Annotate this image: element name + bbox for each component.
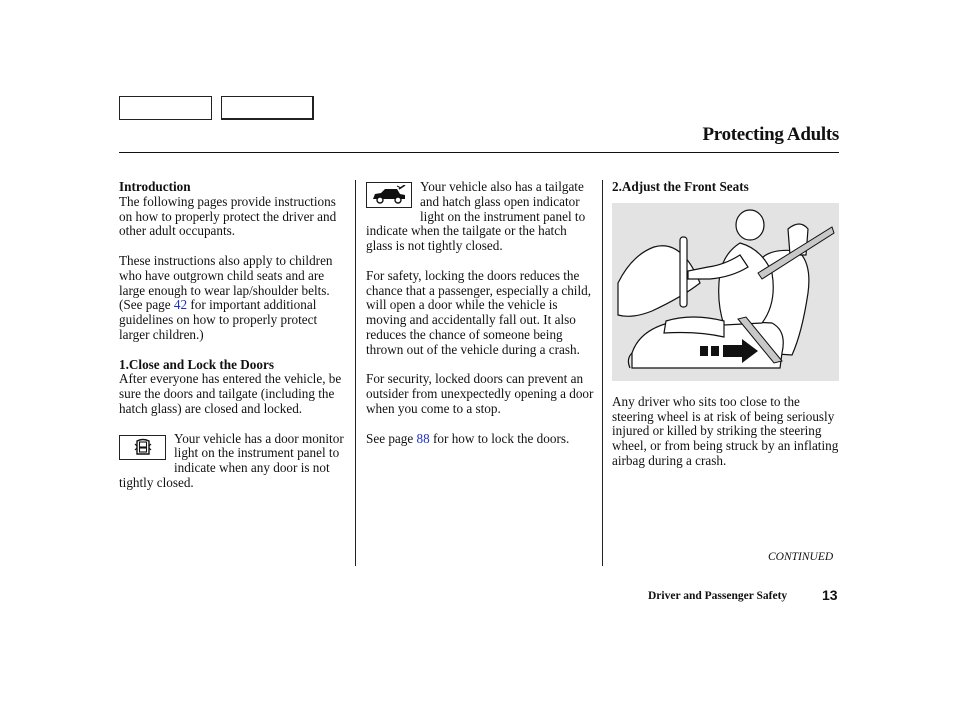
continued-label: CONTINUED [768, 551, 834, 563]
page-88-link[interactable]: 88 [416, 430, 430, 446]
column-left [119, 180, 345, 491]
close-lock-doors-heading: 1.Close and Lock the Doors [119, 356, 274, 372]
airbag-warning-paragraph: Any driver who sits too close to the steering wheel is at risk of being seriously injured or killed by striking the steering wheel, or from being struck by an inflating airbag during a crash. [612, 393, 839, 468]
door-monitor-text: Your vehicle has a door monitor light on the instrument panel to indicate when any door is not tightly closed. [119, 430, 344, 490]
introduction-paragraph: The following pages provide instructions on how to properly protect the driver and other adult occupants. [119, 193, 337, 239]
close-lock-doors-paragraph: After everyone has entered the vehicle, be sure the doors and tailgate (including the hatch glass) are closed and locked. [119, 371, 342, 416]
page-number: 13 [822, 587, 838, 603]
section-name: Driver and Passenger Safety [648, 590, 788, 602]
nav-tab-next[interactable] [221, 96, 314, 120]
adjust-front-seats-heading: 2.Adjust the Front Seats [612, 179, 749, 194]
safety-paragraph: For safety, locking the doors reduces the chance that a passenger, especially a child, will open a door while the vehicle is moving and accidentally fall out. It also reduces the chance of someone being thrown out of the vehicle during a crash. [366, 267, 592, 357]
column-middle [366, 180, 596, 446]
tailgate-open-indicator-icon [366, 182, 412, 208]
door-open-indicator-icon [119, 435, 166, 460]
paragraph-text: These instructions also apply to children who have outgrown child seats and are large enough to wear lap/shoulder belts. (See page [119, 252, 333, 313]
paragraph-text: for important additional guidelines on how to properly protect larger children.) [119, 297, 318, 342]
tailgate-indicator-text: Your vehicle also has a tailgate and hatch glass open indicator light on the instrument panel to indicate when the tailgate or the hatch glass is not tightly closed. [366, 179, 586, 254]
column-right [612, 180, 840, 469]
paragraph-text: for how to lock the doors. [429, 430, 570, 446]
header-rule [119, 152, 839, 153]
door-monitor-paragraph [119, 432, 345, 491]
column-divider [355, 180, 356, 566]
page-title: Protecting Adults [702, 124, 839, 145]
paragraph-text: See page [366, 430, 417, 446]
nav-tab-previous[interactable] [119, 96, 212, 120]
driver-seat-adjustment-illustration [612, 203, 839, 381]
column-divider [602, 180, 603, 566]
tailgate-indicator-paragraph [366, 180, 596, 254]
introduction-heading: Introduction [119, 179, 191, 194]
larger-children-paragraph [119, 254, 345, 343]
page-42-link[interactable]: 42 [173, 297, 188, 313]
see-page-paragraph [366, 432, 596, 447]
security-paragraph: For security, locked doors can prevent an outsider from unexpectedly opening a door when you come to a stop. [366, 371, 594, 416]
